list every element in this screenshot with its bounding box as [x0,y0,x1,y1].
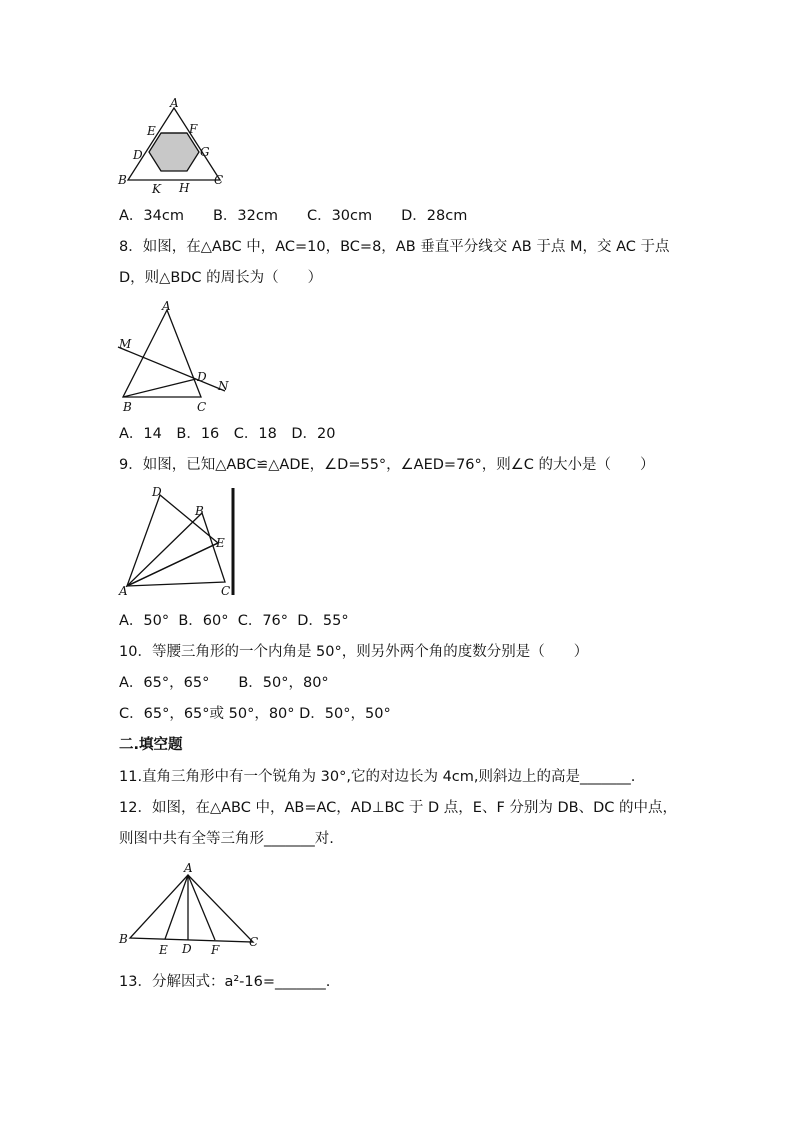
shaded-hexagon [149,133,199,171]
q10-options-cd: C．65°，65°或 50°，80° D．50°，50° [119,706,391,722]
section-fill-in-title: 二.填空题 [119,737,183,753]
label-K: K [152,182,161,196]
q7-options: A．34cm B．32cm C．30cm D．28cm [119,208,468,224]
label-C: C [221,584,231,598]
figure-q8-triangle [115,298,235,418]
label-N: N [218,379,229,393]
label-D: D [182,942,192,956]
label-F: F [189,122,198,136]
label-G: G [200,145,210,159]
figure-q9-congruent-triangles [115,485,240,600]
q12-stem-line2: 则图中共有全等三角形_______对. [119,831,334,847]
label-M: M [119,337,132,351]
label-E: E [147,124,156,138]
q8-options: A．14 B．16 C．18 D．20 [119,426,336,442]
segment-ae [165,875,188,939]
label-F: F [211,943,220,957]
label-A: A [119,584,128,598]
q8-stem-line1: 8．如图，在△ABC 中，AC=10，BC=8，AB 垂直平分线交 AB 于点 M，交 AC 于点 [119,239,670,255]
segment-af [188,875,215,940]
q8-stem-line2: D，则△BDC 的周长为（ ） [119,270,323,286]
q10-stem-line1: 10．等腰三角形的一个内角是 50°，则另外两个角的度数分别是（ ） [119,644,589,660]
label-B: B [118,173,127,187]
figure-q7-hexagon-triangle [115,98,235,198]
label-E: E [216,536,225,550]
q11-stem-line1: 11.直角三角形中有一个锐角为 30°,它的对边长为 4cm,则斜边上的高是_______. [119,769,636,785]
q9-stem-line1: 9．如图，已知△ABC≌△ADE，∠D=55°，∠AED=76°，则∠C 的大小是（ ） [119,457,655,473]
label-C: C [197,400,207,414]
triangle-abc [127,513,225,586]
q10-options-ab: A．65°，65° B．50°，80° [119,675,329,691]
q9-options: A．50° B．60° C．76° D．55° [119,613,349,629]
label-E: E [159,943,168,957]
label-A: A [162,299,171,313]
label-B: B [123,400,132,414]
label-C: C [214,173,224,187]
label-A: A [170,96,179,110]
label-B: B [195,504,204,518]
label-H: H [179,181,190,195]
label-D: D [133,148,143,162]
label-B: B [119,932,128,946]
label-C: C [249,935,259,949]
label-D: D [152,485,162,499]
label-A: A [184,861,193,875]
q12-stem-line1: 12．如图，在△ABC 中，AB=AC，AD⊥BC 于 D 点，E、F 分别为 DB、DC 的中点， [119,800,678,816]
segment-bd [123,379,196,397]
q13-stem-line1: 13．分解因式：a²-16=_______. [119,974,331,990]
figure-q12-isosceles-triangle [115,858,265,958]
label-D: D [197,370,207,384]
